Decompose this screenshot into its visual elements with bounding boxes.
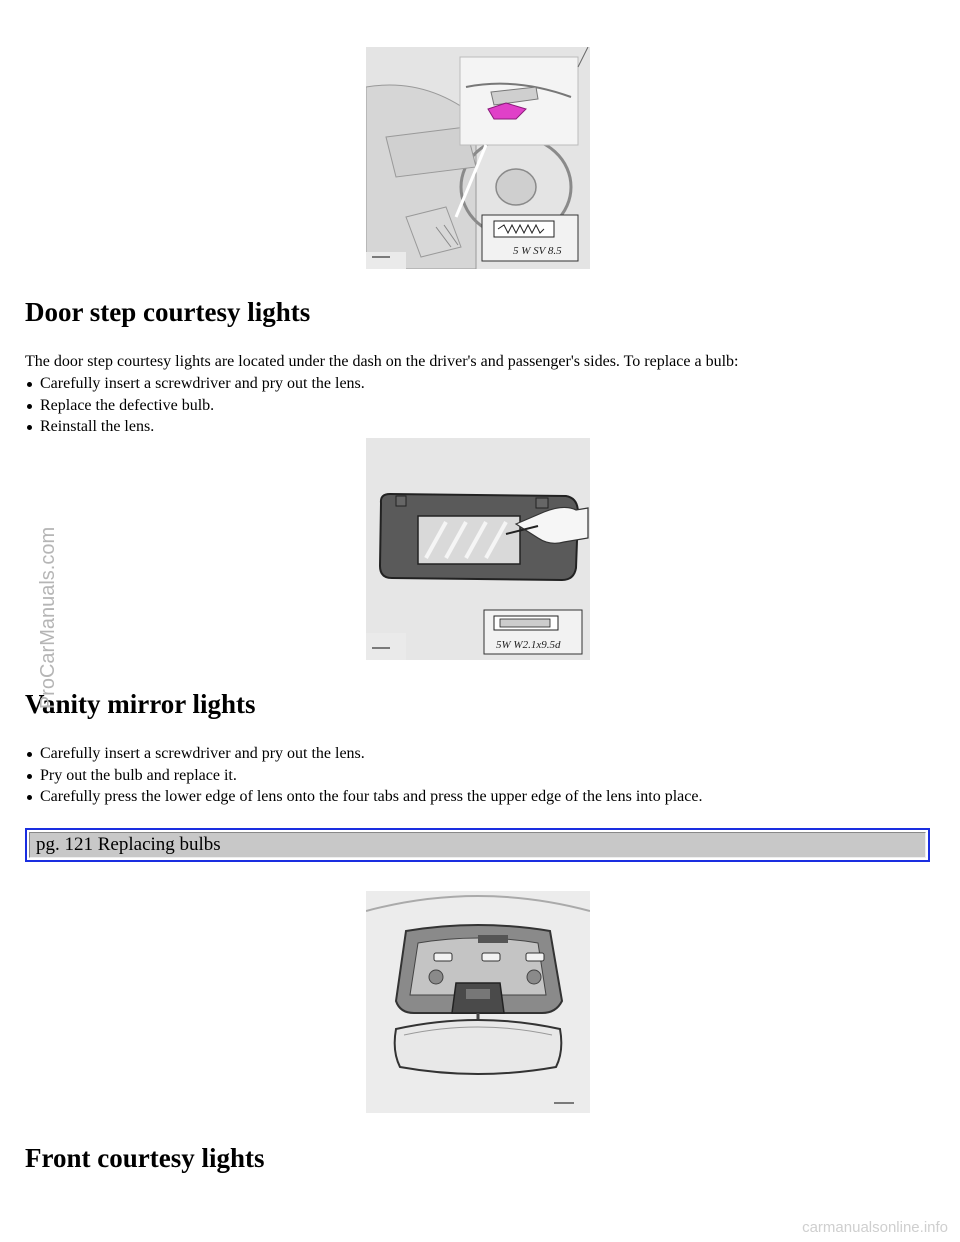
side-watermark: ProCarManuals.com — [37, 526, 59, 710]
list-item: Pry out the bulb and replace it. — [25, 765, 935, 787]
page-section-bar — [25, 828, 930, 862]
figure-front-courtesy-lights — [366, 891, 590, 1113]
heading-front-courtesy-lights: Front courtesy lights — [25, 1143, 265, 1173]
sun-visor-illustration — [366, 438, 590, 660]
heading-door-step-lights: Door step courtesy lights — [25, 297, 311, 327]
light-button-icon — [434, 953, 452, 961]
bulb-code-label: 5 W SV 8.5 — [513, 245, 562, 257]
bulb-code-label: 5W W2.1x9.5d — [496, 639, 561, 651]
rearview-mirror-icon — [395, 1020, 562, 1074]
list-item: Replace the defective bulb. — [25, 395, 935, 417]
figure-vanity-mirror — [366, 438, 590, 660]
page-section-label: pg. 121 Replacing bulbs — [29, 832, 926, 858]
light-button-icon — [526, 953, 544, 961]
vanity-steps — [25, 743, 935, 808]
list-item: Carefully press the lower edge of lens onto the four tabs and press the upper edge of the lens into place. — [25, 786, 935, 808]
dashboard-illustration — [366, 47, 590, 269]
light-button-icon — [482, 953, 500, 961]
figure-door-step-lights — [366, 47, 590, 269]
footer-watermark: carmanualsonline.info — [802, 1219, 948, 1236]
overhead-console-illustration — [366, 891, 590, 1113]
bulb-tube-icon — [500, 619, 550, 627]
door-step-steps — [25, 373, 935, 438]
list-item: Reinstall the lens. — [25, 416, 935, 438]
list-item: Carefully insert a screwdriver and pry out the lens. — [25, 373, 935, 395]
heading-vanity-mirror-lights: Vanity mirror lights — [25, 689, 256, 719]
list-item: Carefully insert a screwdriver and pry out the lens. — [25, 743, 935, 765]
door-step-intro: The door step courtesy lights are located under the dash on the driver's and passenger's sides. To replace a bulb: — [25, 353, 739, 370]
